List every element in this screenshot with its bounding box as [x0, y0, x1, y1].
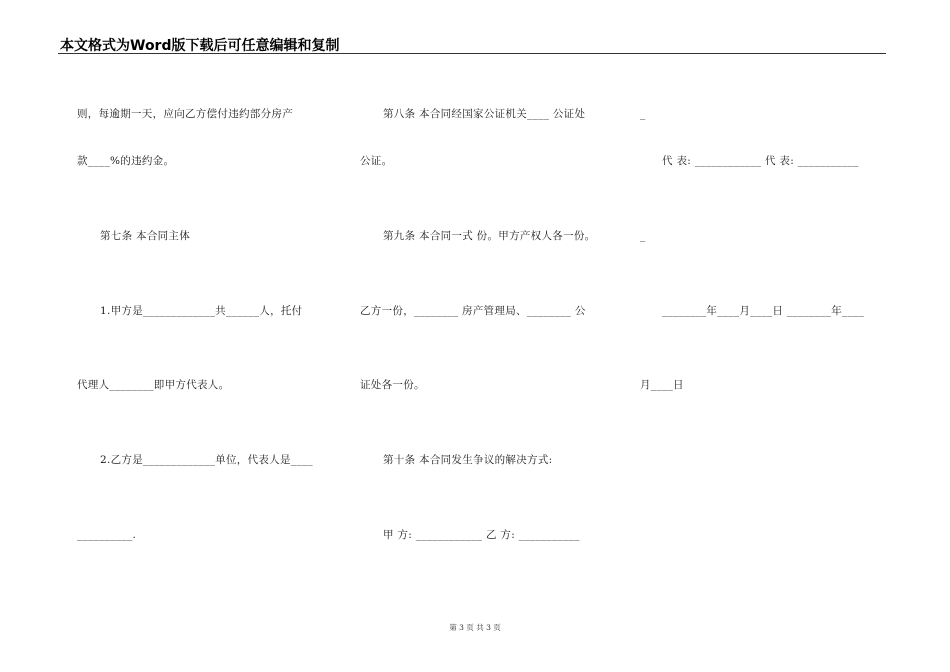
left-line-6: 2.乙方是_____________单位，代表人是____ [100, 454, 313, 466]
left-line-7: __________. [77, 529, 137, 541]
article-7-heading: 第七条 本合同主体 [100, 230, 191, 242]
right-line-3: _ [640, 230, 646, 242]
left-line-4: 1.甲方是_____________共______人，托付 [100, 305, 303, 317]
middle-line-2: 公证。 [360, 155, 393, 167]
page-footer: 第 3 页 共 3 页 [449, 623, 501, 632]
left-line-1: 则，每逾期一天，应向乙方偿付违约部分房产 [77, 108, 293, 120]
date-line: ________年____月____日 ________年____ [662, 305, 865, 317]
date-line-continued: 月____日 [640, 379, 684, 391]
left-line-5: 代理人________即甲方代表人。 [77, 379, 230, 391]
party-signature-line: 甲 方: ____________ 乙 方: ___________ [383, 529, 580, 541]
left-line-2: 款____%的违约金。 [77, 155, 175, 167]
right-line-1: _ [640, 108, 646, 120]
article-10-line: 第十条 本合同发生争议的解决方式: [383, 454, 553, 466]
page-header-title: 本文格式为Word版下载后可任意编辑和复制 [60, 38, 340, 54]
article-8-line: 第八条 本合同经国家公证机关____ 公证处 [383, 108, 586, 120]
representative-line: 代 表: ____________ 代 表: ___________ [662, 155, 859, 167]
header-divider [58, 53, 886, 54]
middle-line-4: 乙方一份，________ 房产管理局、________ 公 [360, 305, 586, 317]
article-9-line: 第九条 本合同一式 份。甲方产权人各一份。 [383, 230, 596, 242]
middle-line-5: 证处各一份。 [360, 379, 425, 391]
